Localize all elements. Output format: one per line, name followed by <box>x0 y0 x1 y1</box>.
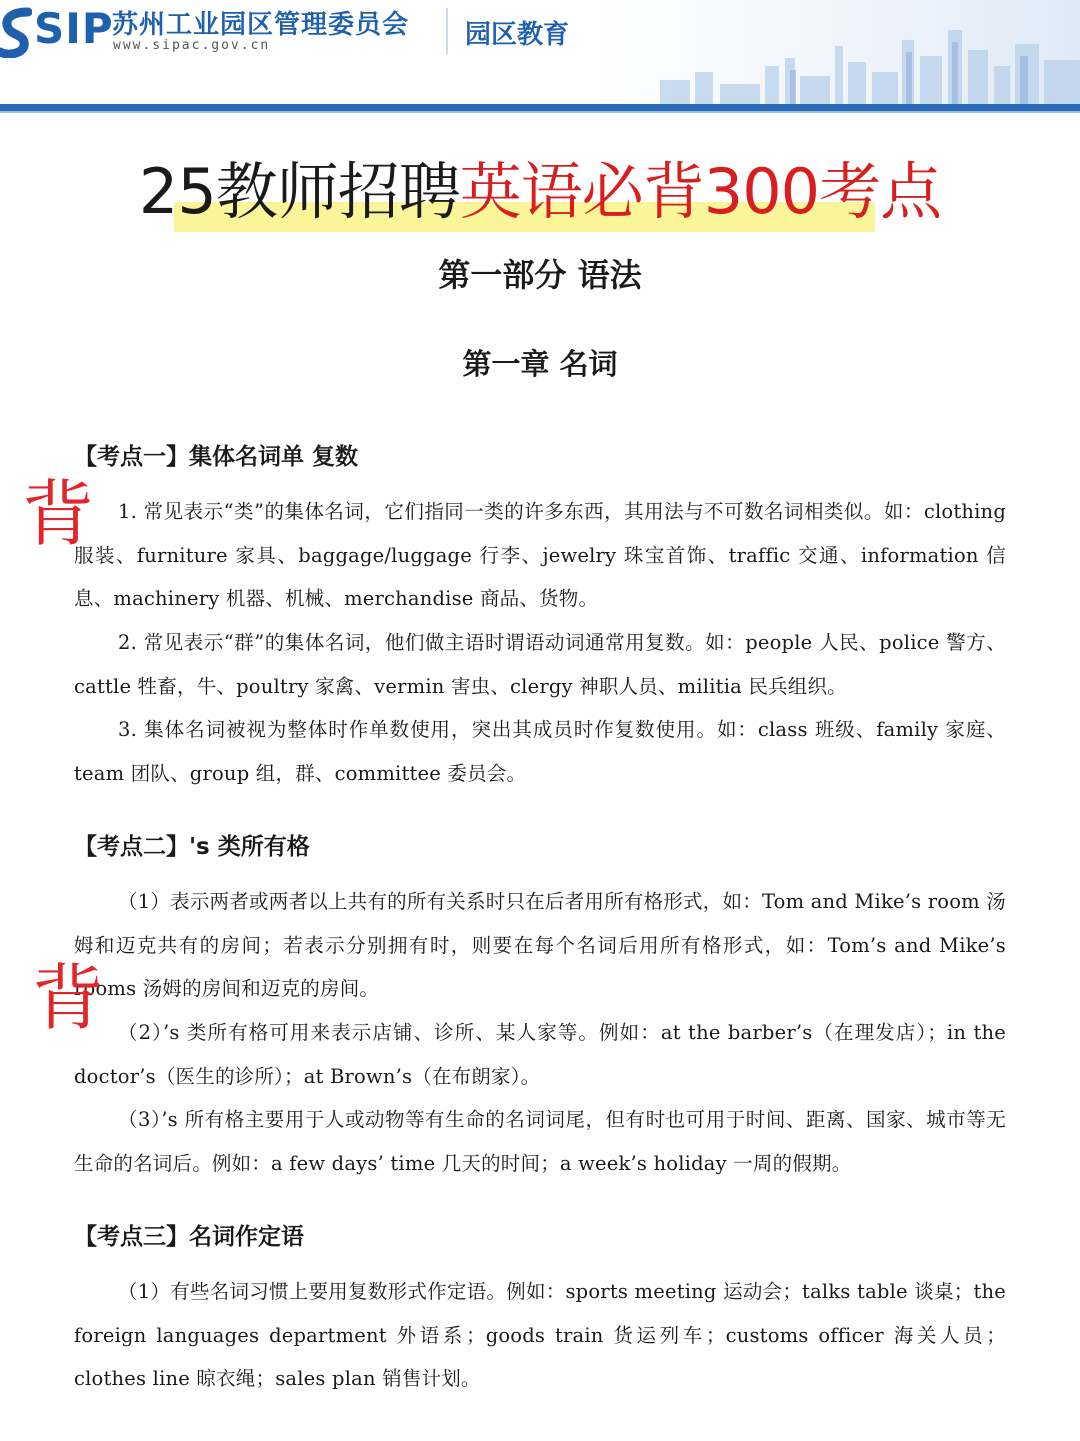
section-heading-1: 【考点一】集体名词单 复数 <box>74 444 359 470</box>
page-title <box>139 152 941 232</box>
part-title: 第一部分 语法 <box>438 256 642 294</box>
sip-logo-swoosh-icon <box>0 6 32 58</box>
paragraph: （1）表示两者或两者以上共有的所有关系时只在后者用所有格形式，如：Tom and Mike’s room 汤姆和迈克共有的房间；若表示分别拥有时，则要在每个名词后用所有格形式，如：Tom’s and Mike’s rooms 汤姆的房间和迈克的房间。 <box>74 890 1006 1001</box>
paragraph: 3. 集体名词被视为整体时作单数使用，突出其成员时作复数使用。如：class 班级、family 家庭、team 团队、group 组，群、committee 委员会。 <box>74 718 1006 785</box>
title-wrap <box>0 152 1080 232</box>
logo-text: SIP <box>34 4 114 53</box>
section-heading-3: 【考点三】名词作定语 <box>74 1224 304 1250</box>
title-red: 英语必背300考点 <box>459 155 942 228</box>
section-heading-2: 【考点二】's 类所有格 <box>74 834 310 860</box>
paragraph: 2. 常见表示“群”的集体名词，他们做主语时谓语动词通常用复数。如：people 人民、police 警方、cattle 牲畜，牛、poultry 家禽、vermin 害虫、clergy 神职人员、militia 民兵组织。 <box>74 631 1006 698</box>
paragraph: （3）’s 所有格主要用于人或动物等有生命的名词词尾，但有时也可用于时间、距离、国家、城市等无生命的名词后。例如：a few days’ time 几天的时间；a week’s holiday 一周的假期。 <box>74 1108 1006 1175</box>
paragraph: 1. 常见表示“类”的集体名词，它们指同一类的许多东西，其用法与不可数名词相类似。如：clothing 服装、furniture 家具、baggage/luggage 行李、jewelry 珠宝首饰、traffic 交通、information 信息、machinery 机器、机械、merchandise 商品、货物。 <box>74 500 1006 611</box>
header-banner <box>0 0 1080 104</box>
header-divider <box>446 8 448 54</box>
paragraph: （2）’s 类所有格可用来表示店铺、诊所、某人家等。例如：at the barber’s（在理发店）；in the doctor’s（医生的诊所）；at Brown’s（在布朗家）。 <box>74 1021 1006 1088</box>
memorize-stamp: 背 <box>32 956 105 1040</box>
paragraph: （1）有些名词习惯上要用复数形式作定语。例如：sports meeting 运动会；talks table 谈桌；the foreign languages department 外语系；goods train 货运列车；customs officer 海关人员；clothes line 晾衣绳；sales plan 销售计划。 <box>74 1280 1006 1391</box>
chapter-title: 第一章 名词 <box>462 347 618 381</box>
header-rule-thin <box>0 111 1080 113</box>
title-black: 25教师招聘 <box>138 155 460 228</box>
city-skyline-image <box>650 0 1080 104</box>
header-rule <box>0 104 1080 111</box>
org-url: www.sipac.gov.cn <box>113 38 271 53</box>
section-label: 园区教育 <box>465 20 570 50</box>
memorize-stamp: 背 <box>22 472 95 556</box>
org-name: 苏州工业园区管理委员会 <box>112 10 410 40</box>
